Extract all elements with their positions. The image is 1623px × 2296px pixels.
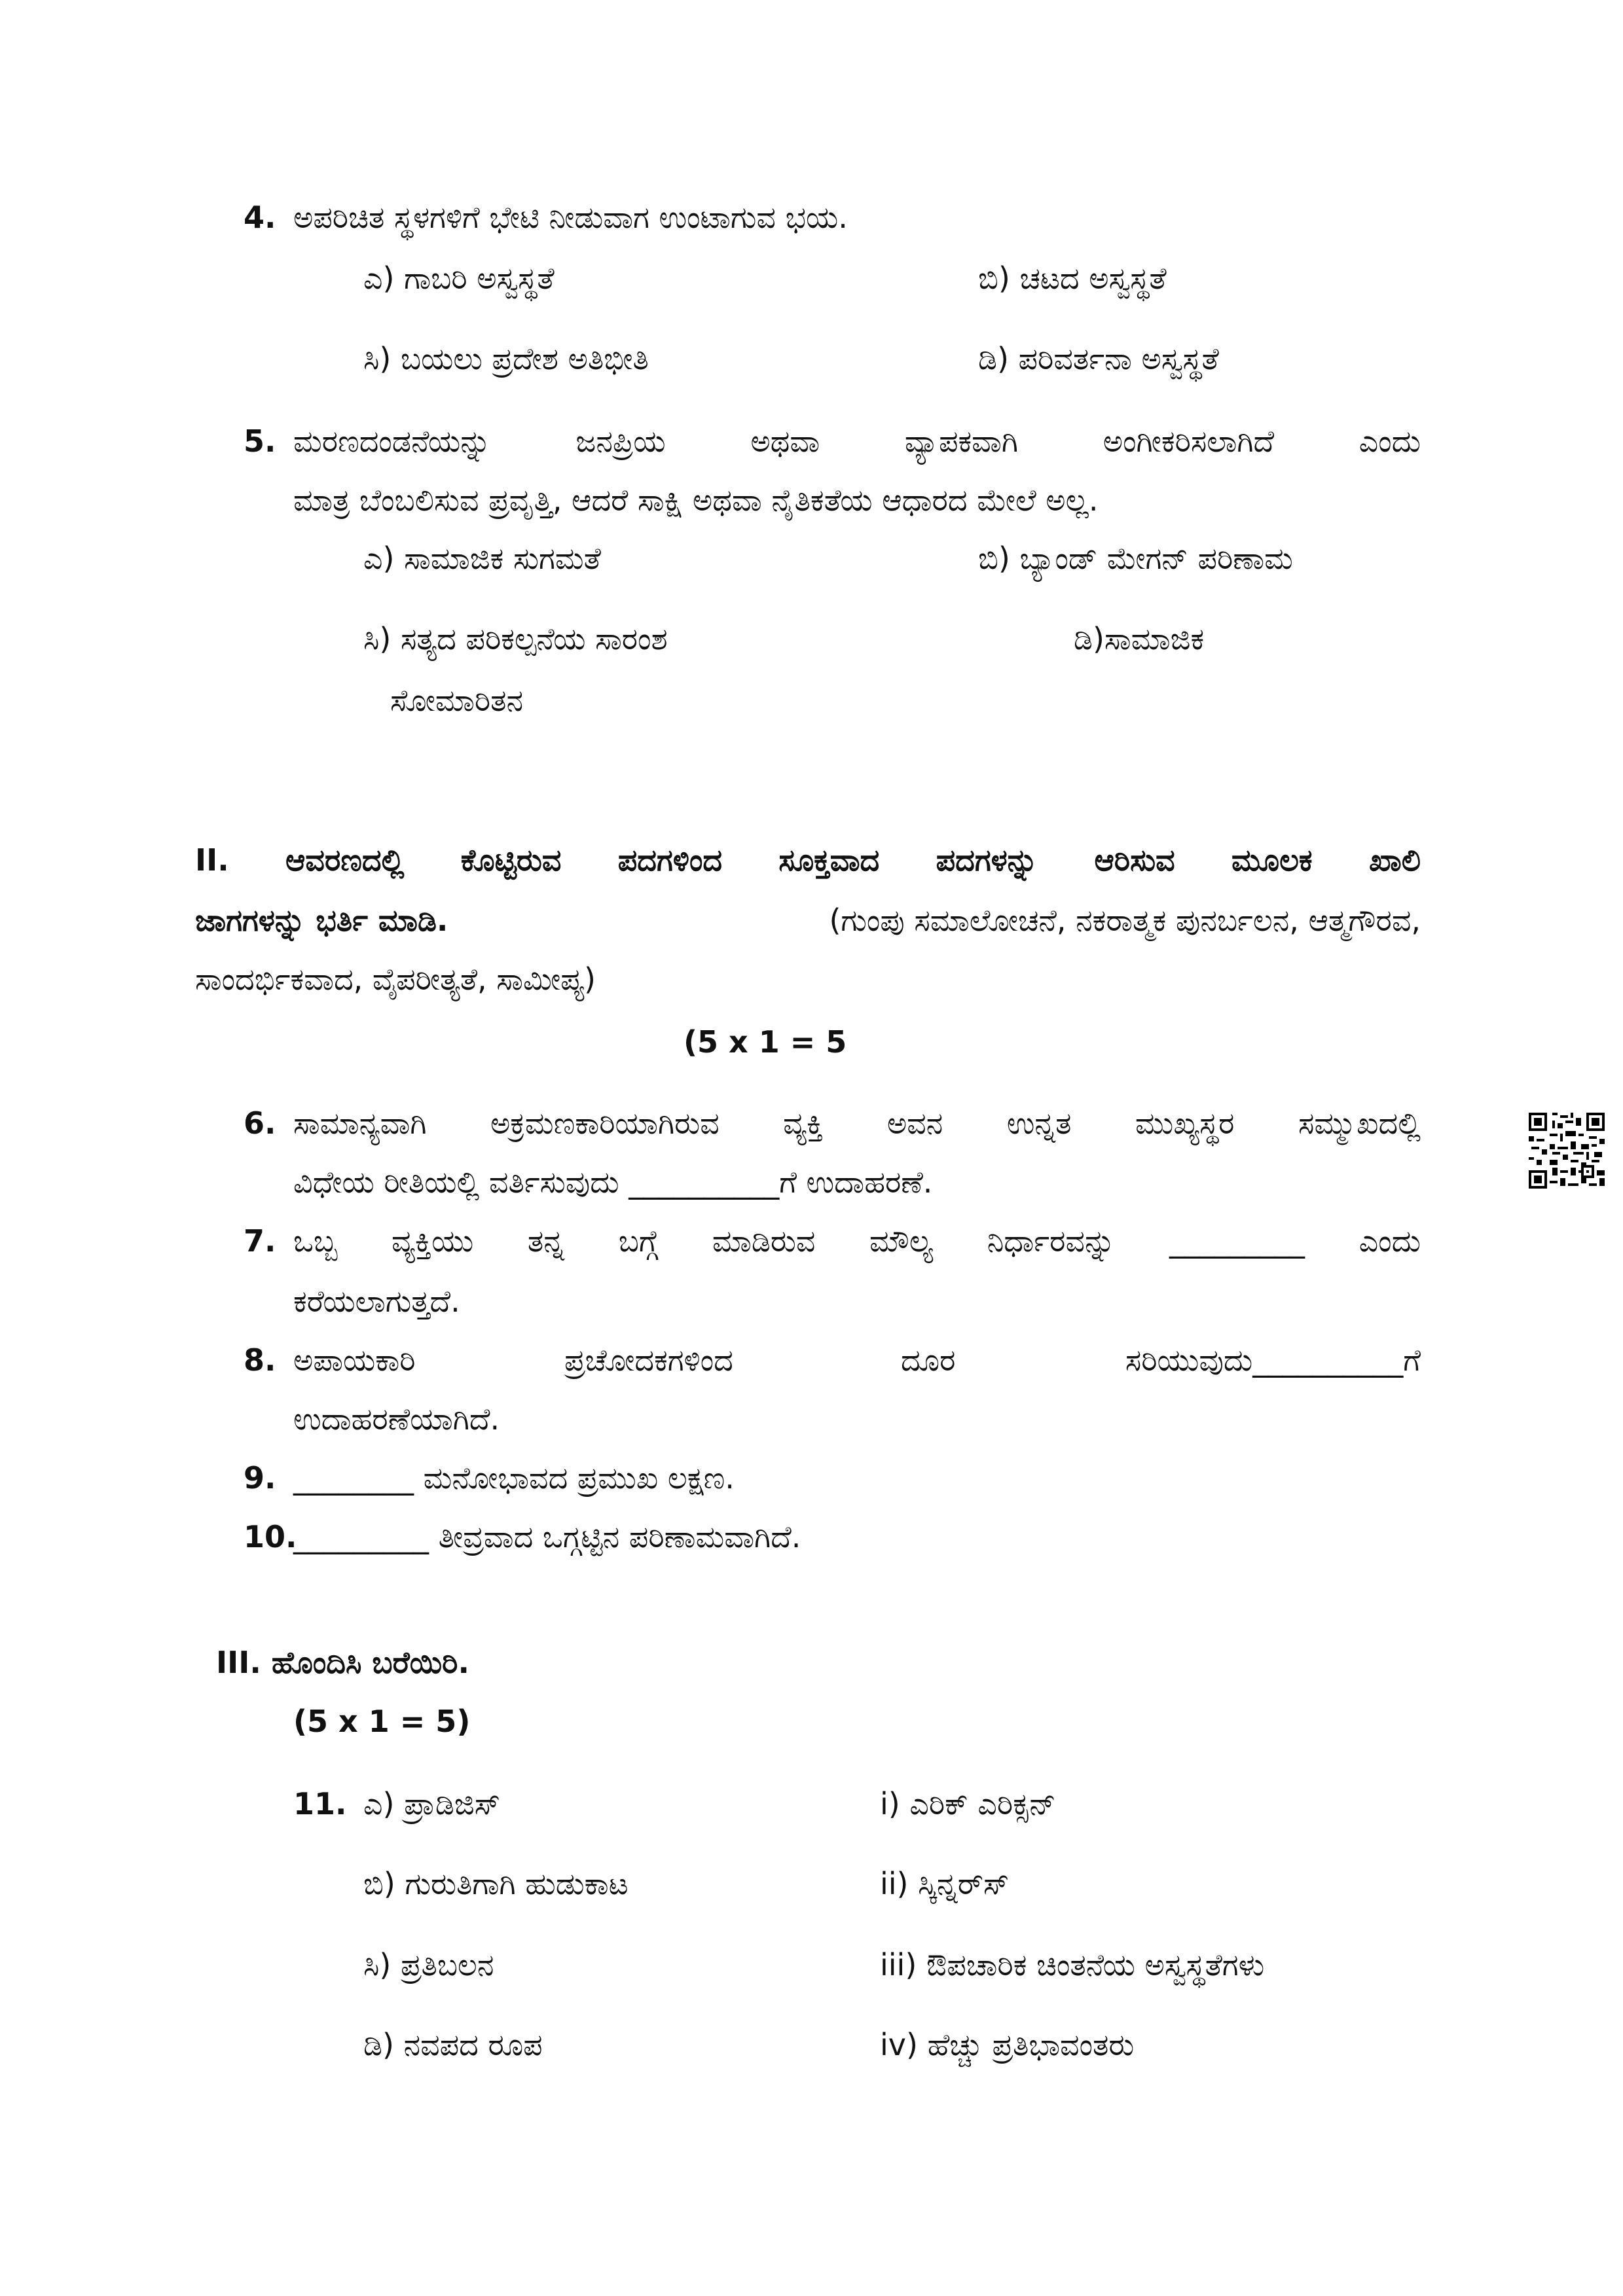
match-right-item: iii) ಔಪಚಾರಿಕ ಚಿಂತನೆಯ ಅಸ್ವಸ್ಥತೆಗಳು — [880, 1947, 1265, 1982]
section-heading: III. ಹೊಂದಿಸಿ ಬರೆಯಿರಿ. — [216, 1645, 469, 1680]
match-right-item: ii) ಸ್ಕಿನ್ನರ್‌ಸ್ — [880, 1866, 1010, 1901]
option-d: ಡಿ) ಪರಿವರ್ತನಾ ಅಸ್ವಸ್ಥತೆ — [978, 341, 1219, 376]
match-left-item: ಡಿ) ನವಪದ ರೂಪ — [363, 2027, 543, 2062]
option-d: ಡಿ)ಸಾಮಾಜಿಕ — [1074, 621, 1205, 656]
option-a: ಎ) ಸಾಮಾಜಿಕ ಸುಗಮತೆ — [363, 541, 601, 576]
marks-label: (5 x 1 = 5 — [684, 1024, 847, 1060]
q8-word: ಪ್ರಚೋದಕಗಳಿಂದ — [564, 1342, 733, 1378]
question-text-line: ಕರೆಯಲಾಗುತ್ತದೆ. — [293, 1283, 460, 1319]
question-number: 9. — [244, 1460, 276, 1496]
question-text-line: ಮಾತ್ರ ಬೆಂಬಲಿಸುವ ಪ್ರವೃತ್ತಿ, ಆದರೆ ಸಾಕ್ಷಿ ಅಥವಾ ನೈತಿಕತೆಯ ಆಧಾರದ ಮೇಲೆ ಅಲ್ಲ. — [293, 482, 1099, 518]
question-text-line: ಉದಾಹರಣೆಯಾಗಿದೆ. — [293, 1401, 500, 1437]
match-left-item: ಸಿ) ಪ್ರತಿಬಲನ — [363, 1947, 494, 1982]
option-d-continued: ಸೋಮಾರಿತನ — [390, 683, 524, 718]
question-number: 7. — [244, 1223, 276, 1259]
question-text-line: ಒಬ್ಬ ವ್ಯಕ್ತಿಯು ತನ್ನ ಬಗ್ಗೆ ಮಾಡಿರುವ ಮೌಲ್ಯ ನಿರ್ಧಾರವನ್ನು _________ ಎಂದು — [293, 1223, 1421, 1259]
section-heading-line-2 — [195, 901, 1421, 940]
section-heading-bold: ಜಾಗಗಳನ್ನು ಭರ್ತಿ ಮಾಡಿ. — [195, 903, 448, 938]
question-text: ________ ಮನೋಭಾವದ ಪ್ರಮುಖ ಲಕ್ಷಣ. — [293, 1460, 735, 1496]
q8-word: ದೂರ — [901, 1342, 956, 1378]
question-number: 5. — [244, 423, 276, 459]
question-text-line: ಮರಣದಂಡನೆಯನ್ನು ಜನಪ್ರಿಯ ಅಥವಾ ವ್ಯಾಪಕವಾಗಿ ಅಂಗೀಕರಿಸಲಾಗಿದೆ ಎಂದು — [293, 423, 1421, 459]
match-left-item: ಎ) ಪ್ರಾಡಿಜಿಸ್ — [363, 1786, 501, 1821]
section-word-list: ಸಾಂದರ್ಭಿಕವಾದ, ವೈಪರೀತ್ಯತೆ, ಸಾಮೀಪ್ಯ) — [195, 961, 596, 997]
q8-word: ಅಪಾಯಕಾರಿ — [293, 1342, 416, 1378]
match-right-item: i) ಎರಿಕ್ ಎರಿಕ್ಸನ್ — [880, 1786, 1056, 1821]
question-text-line: ಸಾಮಾನ್ಯವಾಗಿ ಅಕ್ರಮಣಕಾರಿಯಾಗಿರುವ ವ್ಯಕ್ತಿ ಅವನ ಉನ್ನತ ಮುಖ್ಯಸ್ಥರ ಸಮ್ಮುಖದಲ್ಲಿ — [293, 1105, 1421, 1141]
q8-word: ಸರಿಯುವುದು__________ಗೆ — [1125, 1342, 1421, 1378]
option-c: ಸಿ) ಸತ್ಯದ ಪರಿಕಲ್ಪನೆಯ ಸಾರಂಶ — [363, 621, 668, 656]
option-b: ಬಿ) ಬ್ಯಾಂಡ್ ಮೇಗನ್ ಪರಿಣಾಮ — [978, 541, 1293, 576]
question-text: _________ ತೀವ್ರವಾದ ಒಗ್ಗಟ್ಟಿನ ಪರಿಣಾಮವಾಗಿದೆ. — [293, 1519, 801, 1554]
option-a: ಎ) ಗಾಬರಿ ಅಸ್ವಸ್ಥತೆ — [363, 260, 555, 296]
question-number: 6. — [244, 1105, 276, 1141]
question-number: 8. — [244, 1342, 276, 1378]
question-text-line: ವಿಧೇಯ ರೀತಿಯಲ್ಲಿ ವರ್ತಿಸುವುದು __________ಗೆ ಉದಾಹರಣೆ. — [293, 1164, 933, 1200]
question-number: 4. — [244, 200, 276, 235]
match-right-item: iv) ಹೆಚ್ಚು ಪ್ರತಿಭಾವಂತರು — [880, 2027, 1135, 2062]
section-word-list: (ಗುಂಪು ಸಮಾಲೋಚನೆ, ನಕರಾತ್ಮಕ ಪುನರ್ಬಲನ, ಆತ್ಮಗೌರವ, — [829, 903, 1421, 938]
match-left-item: ಬಿ) ಗುರುತಿಗಾಗಿ ಹುಡುಕಾಟ — [363, 1866, 629, 1901]
question-number: 11. — [293, 1786, 347, 1821]
qr-code-image — [1529, 1113, 1605, 1189]
marks-label: (5 x 1 = 5) — [293, 1704, 471, 1739]
option-c: ಸಿ) ಬಯಲು ಪ್ರದೇಶ ಅತಿಭೀತಿ — [363, 341, 649, 376]
question-number: 10. — [244, 1519, 297, 1554]
option-b: ಬಿ) ಚಟದ ಅಸ್ವಸ್ಥತೆ — [978, 260, 1167, 296]
question-text: ಅಪರಿಚಿತ ಸ್ಥಳಗಳಿಗೆ ಭೇಟಿ ನೀಡುವಾಗ ಉಂಟಾಗುವ ಭಯ. — [293, 200, 848, 235]
section-heading: II. ಆವರಣದಲ್ಲಿ ಕೊಟ್ಟಿರುವ ಪದಗಳಿಂದ ಸೂಕ್ತವಾದ ಪದಗಳನ್ನು ಆರಿಸುವ ಮೂಲಕ ಖಾಲಿ — [195, 842, 1421, 878]
